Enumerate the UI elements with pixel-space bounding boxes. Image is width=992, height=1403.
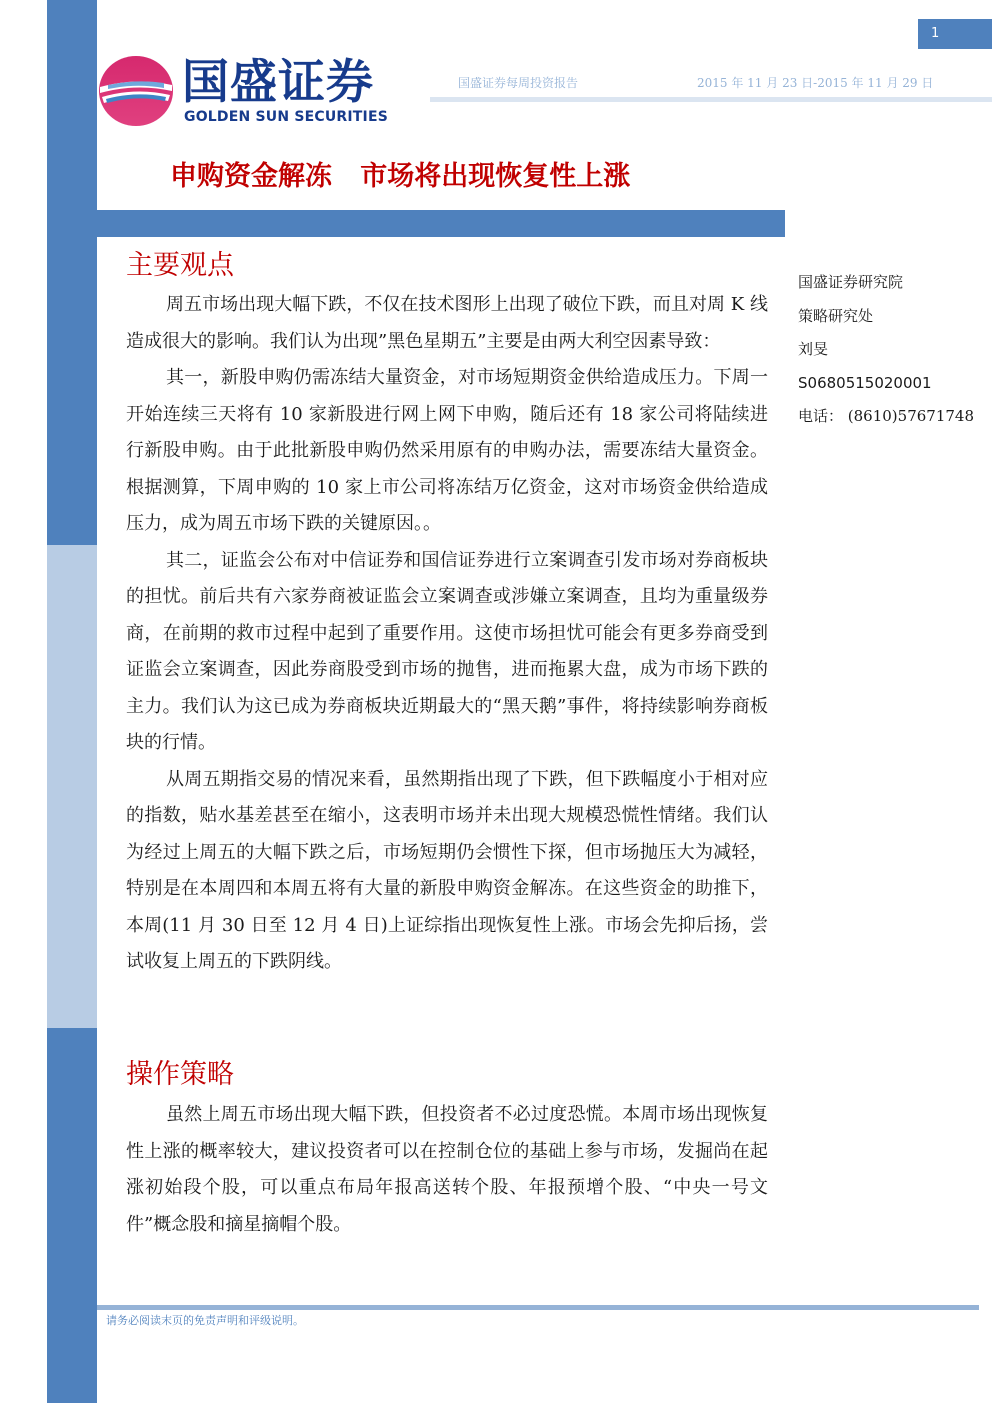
section-body-main-views	[126, 287, 768, 981]
header-date-range: 2015 年 11 月 23 日-2015 年 11 月 29 日	[697, 76, 934, 90]
header-divider	[430, 97, 992, 102]
title-underbar	[97, 210, 785, 237]
analyst-info	[798, 266, 974, 434]
paragraph: 从周五期指交易的情况来看，虽然期指出现了下跌，但下跌幅度小于相对应的指数，贴水基差甚至在缩小，这表明市场并未出现大规模恐慌性情绪。我们认为经过上周五的大幅下跌之后，市场短期仍会惯性下探，但市场抛压大为减轻，特别是在本周四和本周五将有大量的新股申购资金解冻。在这些资金的助推下，本周(11 月 30 日至 12 月 4 日)上证综指出现恢复性上涨。市场会先抑后扬，尝试收复上周五的下跌阴线。	[126, 768, 768, 972]
section-heading-main-views: 主要观点	[126, 250, 234, 281]
paragraph: 其二，证监会公布对中信证券和国信证券进行立案调查引发市场对券商板块的担忧。前后共有六家券商被证监会立案调查或涉嫌立案调查，且均为重量级券商，在前期的救市过程中起到了重要作用。这使市场担忧可能会有更多券商受到证监会立案调查，因此券商股受到市场的抛售，进而拖累大盘，成为市场下跌的主力。我们认为这已成为券商板块近期最大的“黑天鹅”事件，将持续影响券商板块的行情。	[126, 549, 768, 753]
footer-disclaimer: 请务必阅读末页的免责声明和评级说明。	[106, 1314, 304, 1327]
footer-divider	[97, 1305, 979, 1310]
header-report-type: 国盛证券每周投资报告	[458, 76, 579, 90]
logo-chinese-name: 国盛证券	[182, 55, 374, 110]
page-number: 1	[918, 19, 992, 49]
license-number: S0680515020001	[798, 373, 932, 392]
phone-number: 电话： (8610)57671748	[798, 407, 974, 425]
left-band-top	[47, 0, 97, 545]
paragraph: 虽然上周五市场出现大幅下跌，但投资者不必过度恐慌。本周市场出现恢复性上涨的概率较大，建议投资者可以在控制仓位的基础上参与市场，发掘尚在起涨初始段个股，可以重点布局年报高送转个股、年报预增个股、“中央一号文件”概念股和摘星摘帽个股。	[126, 1104, 768, 1235]
left-band-bottom	[47, 1028, 97, 1403]
logo-english-name: GOLDEN SUN SECURITIES	[184, 109, 389, 125]
company-logo	[98, 55, 408, 131]
section-heading-strategy: 操作策略	[126, 1059, 234, 1090]
paragraph: 周五市场出现大幅下跌，不仅在技术图形上出现了破位下跌，而且对周 K 线造成很大的影响。我们认为出现”黑色星期五”主要是由两大利空因素导致：	[126, 294, 768, 352]
department-name: 策略研究处	[798, 306, 874, 325]
section-body-strategy	[126, 1097, 768, 1243]
institute-name: 国盛证券研究院	[798, 273, 904, 291]
logo-sun-icon	[98, 55, 174, 127]
report-title: 申购资金解冻 市场将出现恢复性上涨	[170, 161, 631, 192]
paragraph: 其一，新股申购仍需冻结大量资金，对市场短期资金供给造成压力。下周一开始连续三天将有 10 家新股进行网上网下申购，随后还有 18 家公司将陆续进行新股申购。由于此批新股申购仍然采用原有的申购办法，需要冻结大量资金。根据测算，下周申购的 10 家上市公司将冻结万亿资金，这对市场资金供给造成压力，成为周五市场下跌的关键原因。。	[126, 367, 768, 534]
analyst-name: 刘旻	[798, 340, 829, 358]
left-band-middle	[47, 545, 97, 1028]
